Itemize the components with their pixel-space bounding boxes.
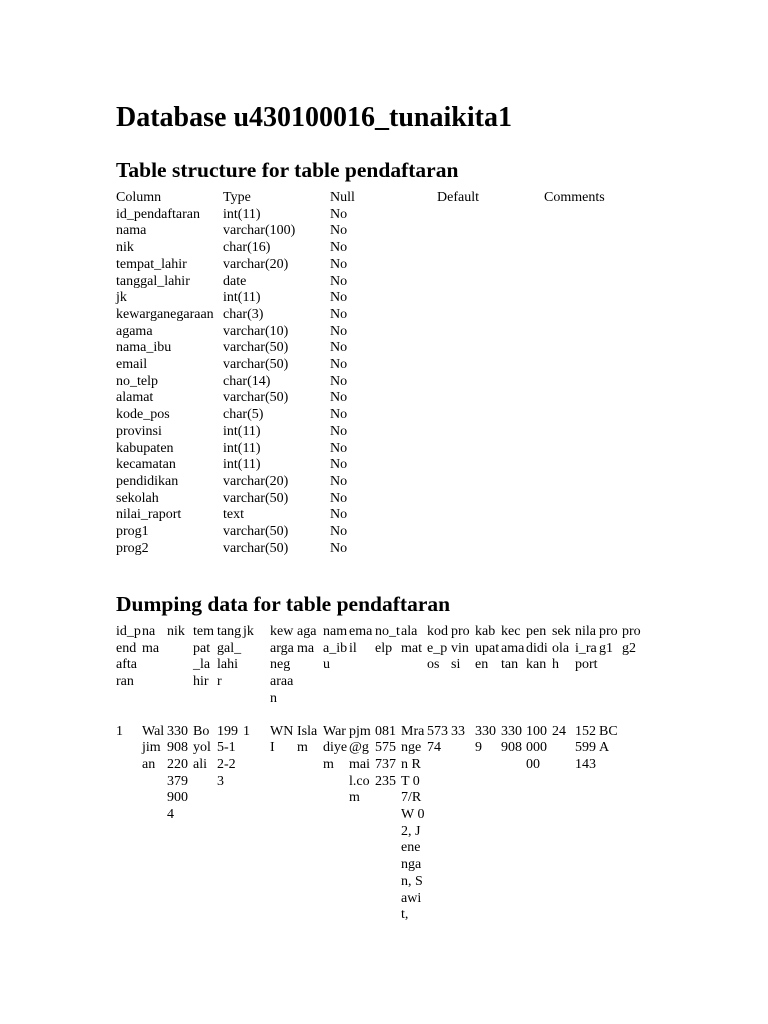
structure-cell: No [330,206,348,222]
dump-table [116,624,656,924]
database-title: Database u430100016_tunaikita1 [116,102,512,133]
structure-cell: prog1 [116,524,149,540]
dump-header-cell: nama_ibu [323,624,348,673]
structure-cell: kecamatan [116,457,176,473]
structure-cell: int(11) [223,290,261,306]
structure-row [116,441,651,458]
structure-cell [437,524,544,541]
dump-header-cell: prog1 [599,624,618,656]
structure-cell: sekolah [116,490,159,506]
structure-header-cell: Comments [544,190,605,205]
dump-header-cell: nik [167,624,185,639]
structure-table [116,190,651,557]
dump-row [116,724,656,924]
structure-cell: No [330,457,348,473]
structure-cell: no_telp [116,373,158,389]
dump-header-cell: jk [243,624,254,639]
structure-cell: No [330,273,348,289]
dump-header-cell: email [349,624,373,656]
structure-cell [544,240,651,257]
dump-cell: 10000000 [526,723,547,772]
structure-cell: No [330,240,348,256]
structure-header-cell: Null [330,190,355,205]
structure-cell: No [330,323,348,339]
structure-cell: alamat [116,390,154,406]
structure-row [116,524,651,541]
structure-cell: int(11) [223,457,261,473]
structure-cell [544,274,651,291]
structure-row [116,491,651,508]
structure-cell [437,324,544,341]
structure-cell [544,307,651,324]
structure-row [116,474,651,491]
structure-row [116,324,651,341]
structure-row [116,390,651,407]
structure-cell: id_pendaftaran [116,206,200,222]
structure-cell: varchar(50) [223,357,289,373]
dump-header-cell: agama [297,624,317,656]
structure-cell [544,374,651,391]
structure-cell: varchar(50) [223,340,289,356]
structure-cell [437,491,544,508]
structure-cell: No [330,223,348,239]
structure-section-title: Table structure for table pendaftaran [116,158,459,182]
structure-cell: int(11) [223,206,261,222]
structure-row [116,340,651,357]
structure-cell: No [330,290,348,306]
structure-cell: No [330,390,348,406]
structure-cell: No [330,407,348,423]
structure-cell: prog2 [116,540,149,556]
dump-header-cell: kecamatan [501,624,525,673]
dump-cell [622,724,644,924]
dump-cell: 57374 [427,723,448,756]
dump-cell: 1 [116,723,123,739]
structure-cell: char(5) [223,407,264,423]
structure-row [116,407,651,424]
structure-cell [544,257,651,274]
structure-cell: char(16) [223,240,271,256]
dump-header-cell: tempat_lahir [193,624,214,690]
structure-row [116,223,651,240]
structure-cell: provinsi [116,423,162,439]
dump-header-cell: sekolah [552,624,571,673]
dump-cell: Boyolali [193,723,211,772]
structure-cell [544,541,651,558]
structure-cell: text [223,507,244,523]
structure-cell [544,441,651,458]
structure-cell: No [330,524,348,540]
structure-cell [437,407,544,424]
dump-cell: 081575737235 [375,723,396,789]
structure-row [116,207,651,224]
structure-row [116,424,651,441]
structure-cell [544,390,651,407]
dump-cell: BCA [599,723,618,756]
structure-header-cell: Default [437,190,479,205]
structure-cell: date [223,273,247,289]
structure-cell [544,357,651,374]
structure-cell: int(11) [223,440,261,456]
structure-cell: No [330,357,348,373]
structure-cell: varchar(20) [223,256,289,272]
structure-cell [437,441,544,458]
structure-cell: No [330,256,348,272]
structure-cell: No [330,440,348,456]
dump-header-cell: alamat [401,624,422,656]
dump-header-cell: kewarganegaraan [270,624,294,706]
dump-cell: Waljiman [142,723,165,772]
structure-row [116,257,651,274]
structure-cell: No [330,423,348,439]
structure-cell [437,374,544,391]
structure-cell [544,290,651,307]
structure-cell [544,340,651,357]
structure-cell: kabupaten [116,440,174,456]
dump-cell: 152599143 [575,723,596,772]
dump-cell: 330908 [501,723,522,756]
structure-cell [437,290,544,307]
dump-cell: Islam [297,723,318,756]
structure-cell: varchar(10) [223,323,289,339]
structure-row [116,240,651,257]
structure-cell [437,240,544,257]
dump-header-cell: kabupaten [475,624,500,673]
dump-header-cell: nama [142,624,160,656]
dump-cell: 33 [451,723,465,739]
dump-cell: 1995-12-23 [217,723,238,789]
structure-cell [437,390,544,407]
structure-row [116,507,651,524]
structure-row [116,274,651,291]
structure-cell [544,507,651,524]
structure-cell: varchar(20) [223,473,289,489]
structure-row [116,357,651,374]
structure-cell: tempat_lahir [116,256,187,272]
structure-cell: varchar(50) [223,390,289,406]
dump-header-cell: tanggal_lahir [217,624,242,690]
structure-cell: kewarganegaraan [116,306,214,322]
structure-cell: jk [116,290,127,306]
dump-header-cell: prog2 [622,624,641,656]
structure-cell: No [330,473,348,489]
structure-cell [437,207,544,224]
structure-header-cell: Column [116,190,162,205]
structure-cell [437,223,544,240]
structure-cell: varchar(50) [223,490,289,506]
dump-header-row [116,624,656,708]
structure-cell: pendidikan [116,473,179,489]
dump-header-cell: provinsi [451,624,470,673]
structure-cell [437,340,544,357]
structure-cell [437,357,544,374]
dump-header-cell: nilai_raport [575,624,598,673]
structure-cell [544,524,651,541]
structure-cell [544,324,651,341]
structure-cell [544,474,651,491]
dump-section-title: Dumping data for table pendaftaran [116,592,451,616]
structure-cell [544,407,651,424]
structure-header-row [116,190,651,207]
structure-cell [437,307,544,324]
structure-row [116,541,651,558]
structure-cell: char(14) [223,373,271,389]
structure-cell [437,274,544,291]
structure-table-body [116,207,651,558]
structure-cell [544,223,651,240]
structure-cell [437,541,544,558]
dump-cell: pjm@gmail.com [349,723,371,806]
structure-cell [437,457,544,474]
structure-cell: varchar(50) [223,524,289,540]
structure-cell: No [330,373,348,389]
structure-cell: varchar(50) [223,540,289,556]
structure-cell: varchar(100) [223,223,296,239]
dump-cell: Mrangen RT 07/RW 02, Jenengan, Sawit, [401,723,425,923]
structure-cell: No [330,540,348,556]
structure-cell: email [116,357,148,373]
structure-cell: No [330,306,348,322]
structure-cell [437,424,544,441]
dump-header-cell: id_pendaftaran [116,624,141,690]
structure-cell [437,474,544,491]
structure-cell: agama [116,323,153,339]
structure-cell [544,457,651,474]
structure-cell: tanggal_lahir [116,273,190,289]
structure-cell [544,207,651,224]
dump-cell: Wardiyem [323,723,348,772]
dump-cell: 3309082203799004 [167,723,188,823]
structure-header-cell: Type [223,190,251,205]
structure-cell: No [330,340,348,356]
structure-cell [544,424,651,441]
structure-row [116,374,651,391]
structure-cell: No [330,507,348,523]
dump-cell: WNI [270,723,294,756]
structure-cell: kode_pos [116,407,170,423]
structure-cell: No [330,490,348,506]
structure-cell: nama_ibu [116,340,172,356]
dump-cell: 3309 [475,723,496,756]
structure-cell: char(3) [223,306,264,322]
structure-row [116,290,651,307]
structure-row [116,307,651,324]
structure-cell: nik [116,240,134,256]
dump-header-cell: kode_pos [427,624,448,673]
dump-cell: 1 [243,723,250,739]
structure-cell [437,507,544,524]
structure-row [116,457,651,474]
structure-cell: int(11) [223,423,261,439]
dump-cell: 24 [552,723,566,739]
structure-cell [544,491,651,508]
structure-cell [437,257,544,274]
dump-table-body [116,724,656,924]
dump-header-cell: pendidikan [526,624,548,673]
structure-cell: nama [116,223,147,239]
structure-cell: nilai_raport [116,507,182,523]
dump-header-cell: no_telp [375,624,400,656]
